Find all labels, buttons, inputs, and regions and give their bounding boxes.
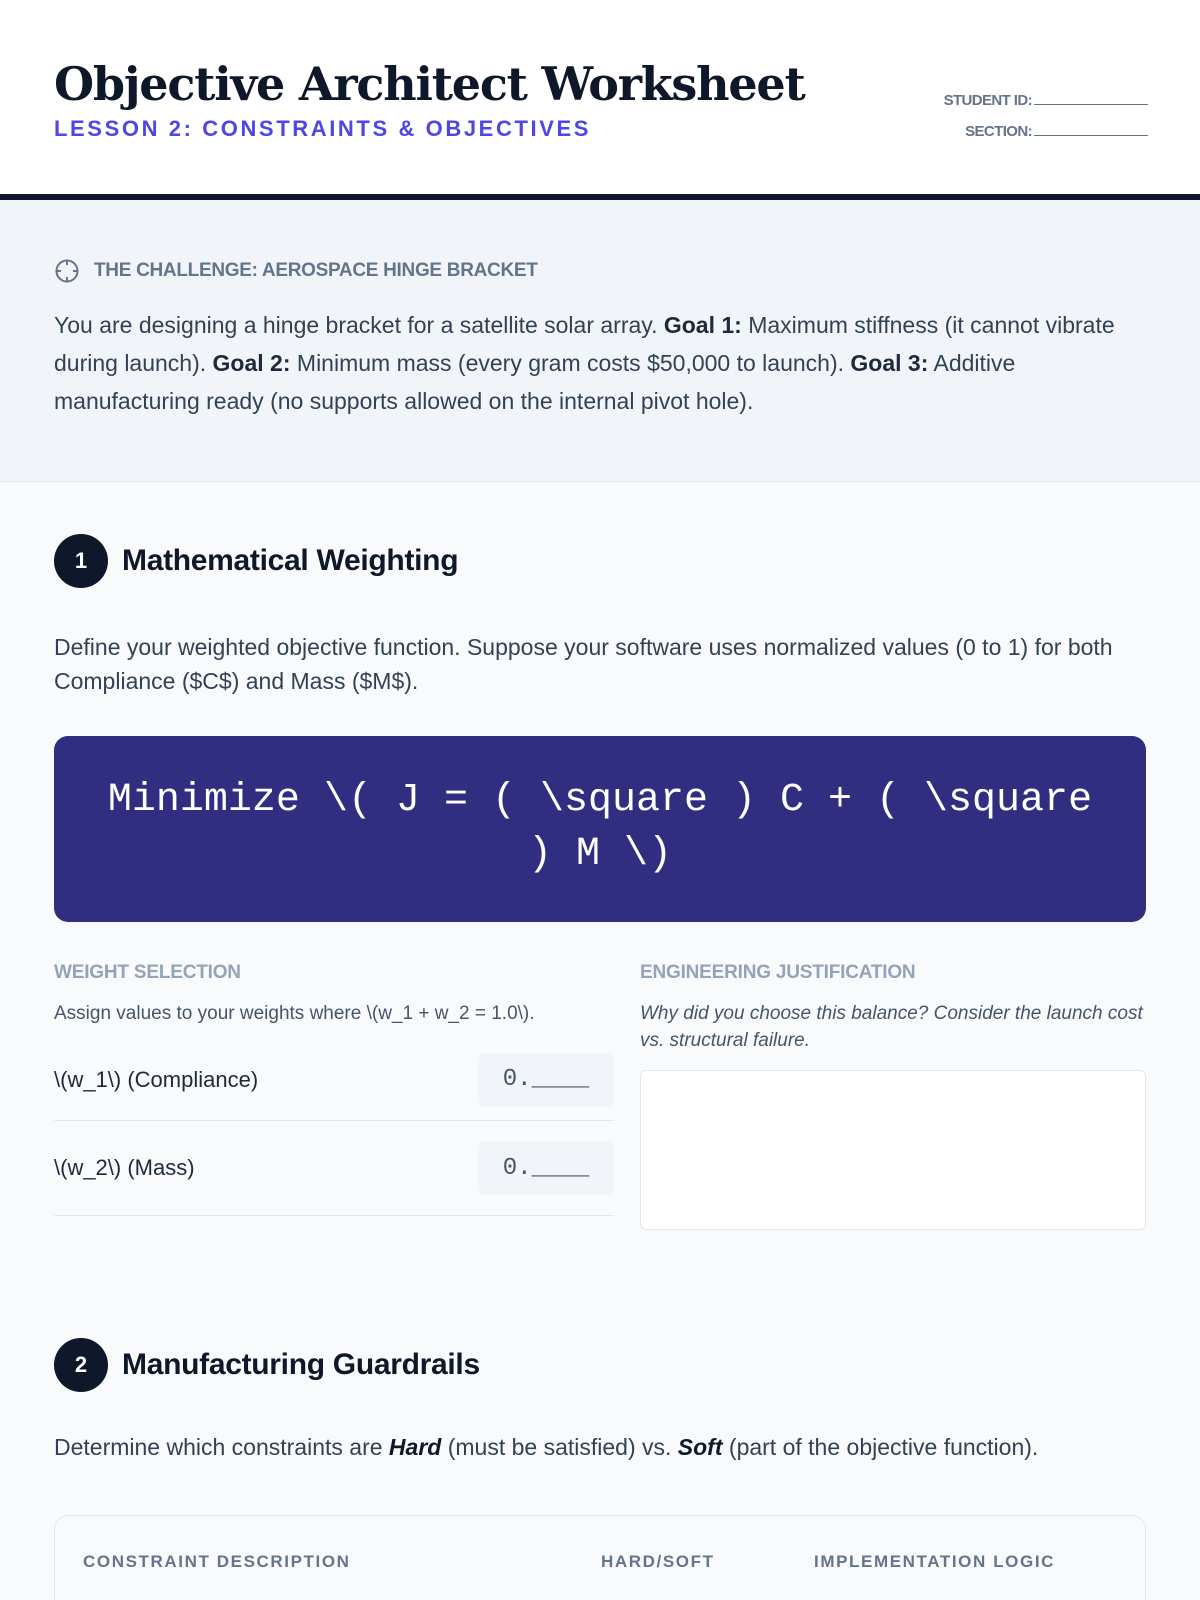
weight-input-compliance[interactable]: 0.____	[478, 1053, 614, 1107]
student-meta	[944, 90, 1148, 152]
worksheet-header	[0, 0, 1200, 200]
weight-row-compliance	[54, 1039, 614, 1121]
challenge-intro: You are designing a hinge bracket for a satellite solar array.	[54, 312, 664, 338]
weight-row-mass	[54, 1121, 614, 1216]
section2-desc-before: Determine which constraints are	[54, 1434, 389, 1460]
section2-desc-middle: (must be satisfied) vs.	[441, 1434, 678, 1460]
justification-textarea[interactable]	[640, 1070, 1146, 1230]
weight-selection-label: WEIGHT SELECTION	[54, 962, 241, 983]
goal2-label: Goal 2:	[212, 350, 291, 376]
section1-number-badge: 1	[54, 534, 108, 588]
section1-header	[54, 534, 1146, 588]
weighting-columns	[54, 962, 1146, 1230]
goal1-text: Maximum stiffness (it cannot vibrate during launch).	[54, 312, 1115, 376]
crosshair-icon	[54, 258, 80, 284]
weight-selection-hint: Assign values to your weights where \(w_1 + w_2 = 1.0\).	[54, 1003, 535, 1024]
hard-term: Hard	[388, 1434, 442, 1460]
weight-selection	[54, 962, 614, 1230]
section-field[interactable]	[1034, 122, 1148, 136]
challenge-panel	[0, 200, 1200, 482]
section2-description	[54, 1434, 1146, 1461]
constraints-table	[54, 1515, 1146, 1600]
soft-term: Soft	[677, 1434, 723, 1460]
student-id-row	[944, 90, 1148, 121]
weight-label-compliance: \(w_1\) (Compliance)	[54, 1066, 259, 1092]
page-title: Objective Architect Worksheet	[54, 57, 805, 111]
column-header-constraint: CONSTRAINT DESCRIPTION	[83, 1552, 351, 1571]
lesson-subtitle: LESSON 2: CONSTRAINTS & OBJECTIVES	[54, 116, 592, 141]
student-id-field[interactable]	[1034, 91, 1148, 105]
justification-label: ENGINEERING JUSTIFICATION	[640, 962, 916, 983]
challenge-heading	[54, 258, 1146, 284]
goal3-text: Additive manufacturing ready (no supports allowed on the internal pivot hole).	[54, 350, 1016, 414]
challenge-description	[54, 306, 1146, 420]
section2-desc-after: (part of the objective function).	[722, 1434, 1039, 1460]
objective-formula: Minimize \( J = ( \square ) C + ( \square ) M \)	[54, 736, 1146, 922]
goal2-text: Minimum mass (every gram costs $50,000 to launch).	[290, 350, 851, 376]
column-header-hard-soft: HARD/SOFT	[601, 1552, 715, 1571]
section-label: SECTION:	[965, 123, 1032, 140]
section2-number-badge: 2	[54, 1338, 108, 1392]
section1-description: Define your weighted objective function. Suppose your software uses normalized values (0 to 1) for both Compliance ($C$) and Mass ($M$).	[54, 634, 1113, 694]
column-header-implementation: IMPLEMENTATION LOGIC	[814, 1552, 1056, 1571]
weight-label-mass: \(w_2\) (Mass)	[54, 1155, 195, 1180]
section2-header	[54, 1338, 1146, 1392]
section-mathematical-weighting	[0, 534, 1200, 1230]
section1-title: Mathematical Weighting	[122, 544, 459, 577]
goal3-label: Goal 3:	[850, 350, 929, 376]
goal1-label: Goal 1:	[663, 312, 742, 338]
engineering-justification	[640, 962, 1146, 1230]
justification-hint: Why did you choose this balance? Consider the launch cost vs. structural failure.	[640, 1003, 1143, 1051]
section-row	[944, 121, 1148, 152]
section-manufacturing-guardrails	[0, 1338, 1200, 1600]
challenge-heading-text: THE CHALLENGE: AEROSPACE HINGE BRACKET	[94, 260, 538, 281]
section2-title: Manufacturing Guardrails	[122, 1348, 480, 1381]
weight-input-mass[interactable]: 0.____	[478, 1141, 614, 1195]
student-id-label: STUDENT ID:	[943, 92, 1032, 109]
